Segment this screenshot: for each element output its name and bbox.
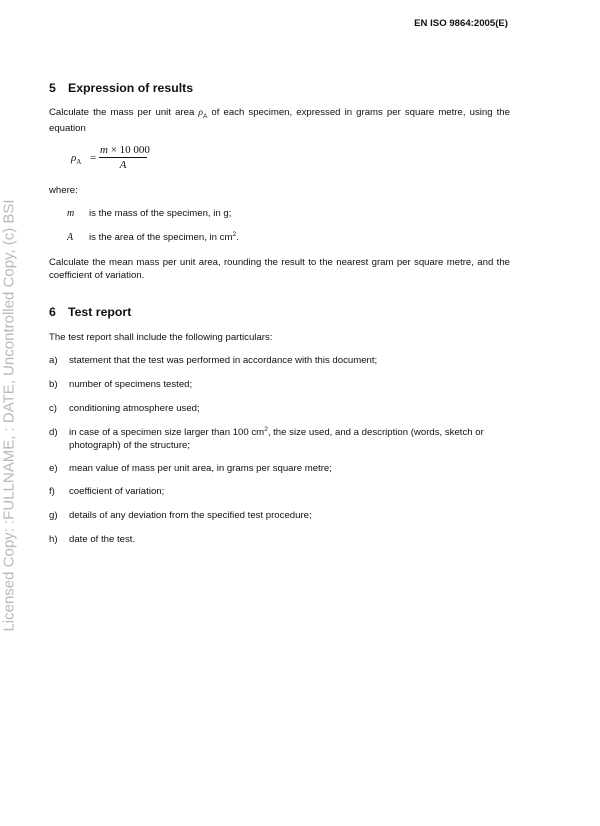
list-item-text-part2: , the size used, and a description (words, sketch or photograph) of the structure; [69, 427, 484, 451]
list-item-text-part1: in case of a specimen size larger than 100 cm [69, 427, 265, 438]
section-5-number: 5 [49, 81, 56, 95]
list-item [49, 486, 510, 499]
list-item-label: e) [49, 463, 58, 474]
numerator-var: m [100, 144, 108, 156]
list-item-label: f) [49, 486, 55, 497]
list-item-label: g) [49, 510, 58, 521]
variable-m [49, 208, 510, 222]
section-6-title: Test report [68, 305, 132, 319]
section-5-intro [49, 107, 510, 136]
section-5-closing: Calculate the mean mass per unit area, rounding the result to the nearest gram per square metre, and the coefficient of variation. [49, 257, 510, 281]
equation-denominator: A [119, 159, 127, 171]
list-item-text: conditioning atmosphere used; [69, 403, 200, 414]
list-item-text: mean value of mass per unit area, in grams per square metre; [69, 463, 332, 474]
list-item-label: h) [49, 534, 58, 545]
section-5-heading [49, 81, 193, 95]
list-item-text: coefficient of variation; [69, 486, 165, 497]
list-item-label: d) [49, 427, 58, 438]
list-item-label: b) [49, 379, 58, 390]
mass-per-area-equation [71, 144, 181, 176]
standard-header: EN ISO 9864:2005(E) [414, 18, 508, 29]
list-item-sup: 2 [264, 425, 268, 433]
list-item [49, 427, 510, 452]
rho-subscript: A [202, 112, 208, 120]
intro-text-1: Calculate the mass per unit area [49, 107, 199, 118]
list-item-text: number of specimens tested; [69, 379, 193, 390]
equation-numerator [99, 144, 150, 158]
section-6-intro: The test report shall include the following particulars: [49, 332, 273, 343]
section-6-heading [49, 305, 131, 319]
section-5-title: Expression of results [68, 81, 194, 95]
intro-text-2: of each specimen, expressed in grams per square metre, using the equation [49, 107, 510, 135]
list-item-text: date of the test. [69, 534, 136, 545]
list-item [49, 534, 510, 547]
equation-equals: = [90, 152, 97, 164]
list-item [49, 379, 510, 392]
variable-a-sup: 2 [232, 230, 237, 238]
rho-symbol: ρ [198, 107, 203, 118]
variable-m-desc: is the mass of the specimen, in g; [89, 208, 232, 219]
list-item-text [69, 427, 510, 452]
variable-a-text: is the area of the specimen, in cm [89, 232, 233, 243]
list-item-label: c) [49, 403, 57, 414]
variable-a [49, 232, 510, 246]
list-item [49, 463, 510, 476]
list-item [49, 355, 510, 368]
variable-a-desc [89, 232, 239, 243]
watermark-text: Licensed Copy: :FULLNAME, : DATE, Uncontrolled Copy, (c) BSI [0, 198, 18, 632]
list-item-text: details of any deviation from the specified test procedure; [69, 510, 312, 521]
equation-fraction [99, 144, 150, 171]
variable-m-symbol: m [67, 208, 75, 219]
variable-a-end: . [236, 232, 239, 243]
variable-a-symbol: A [67, 232, 74, 243]
equation-rho: ρ [71, 152, 77, 164]
list-item [49, 403, 510, 416]
list-item-label: a) [49, 355, 58, 366]
equation-lhs [71, 152, 81, 166]
list-item-text: statement that the test was performed in accordance with this document; [69, 355, 378, 366]
numerator-rest: × 10 000 [107, 144, 150, 156]
section-6-number: 6 [49, 305, 56, 319]
list-item [49, 510, 510, 523]
where-label: where: [49, 185, 78, 196]
license-watermark [2, 180, 16, 650]
equation-rho-sub: A [76, 158, 82, 167]
